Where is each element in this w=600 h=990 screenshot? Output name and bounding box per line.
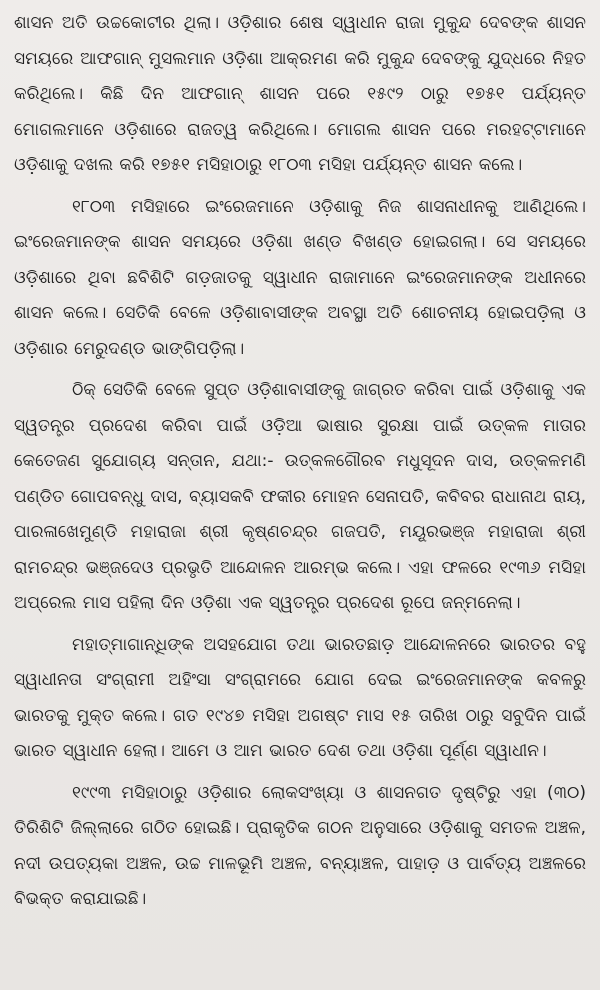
paragraph-independence: ମହାତ୍ମାଗାନ୍ଧିଙ୍କ ଅସହଯୋଗ ତଥା ଭାରତଛାଡ଼ ଆନ୍ଦୋଳନରେ ଭାରତର ବହୁ ସ୍ୱାଧୀନତା ସଂଗ୍ରାମୀ ଅହିଂସା ସଂଗ୍ରାମରେ ଯୋଗ ଦେଇ ଇଂରେଜମାନଙ୍କ କବଳରୁ ଭାରତକୁ ମୁକ୍ତ କଲେ। ଗତ ୧୯୪୭ ମସିହା ଅଗଷ୍ଟ ମାସ ୧୫ ତାରିଖ ଠାରୁ ସବୁଦିନ ପାଇଁ ଭାରତ ସ୍ୱାଧୀନ ହେଲା। ଆମେ ଓ ଆମ ଭାରତ ଦେଶ ତଥା ଓଡ଼ିଶା ପୂର୍ଣ୍ଣ ସ୍ୱାଧୀନ। bbox=[14, 634, 586, 761]
paragraph-british-rule: ୧୮୦୩ ମସିହାରେ ଇଂରେଜମାନେ ଓଡ଼ିଶାକୁ ନିଜ ଶାସନାଧୀନକୁ ଆଣିଥିଲେ। ଇଂରେଜମାନଙ୍କ ଶାସନ ସମୟରେ ଓଡ଼ିଶା ଖଣ୍ଡ ବିଖଣ୍ଡ ହୋଇଗଲା। ସେ ସମୟରେ ଓଡ଼ିଶାରେ ଥିବା ଛବିଶିଟି ଗଡ଼ଜାତକୁ ସ୍ୱାଧୀନ ରାଜାମାନେ ଇଂରେଜମାନଙ୍କ ଅଧୀନରେ ଶାସନ କଲେ। ସେତିକି ବେଳେ ଓଡ଼ିଶାବାସୀଙ୍କ ଅବସ୍ଥା ଅତି ଶୋଚନୀୟ ହୋଇପଡ଼ିଲା ଓ ଓଡ଼ିଶାର ମେରୁଦଣ୍ଡ ଭାଙ୍ଗିପଡ଼ିଲା। bbox=[14, 196, 586, 359]
paragraph-districts: ୧୯୯୩ ମସିହାଠାରୁ ଓଡ଼ିଶାର ଲୋକସଂଖ୍ୟା ଓ ଶାସନଗତ ଦୃଷ୍ଟିରୁ ଏହା (୩୦) ତିରିଶିଟି ଜିଲ୍ଲାରେ ଗଠିତ ହୋଇଛି। ପ୍ରାକୃତିକ ଗଠନ ଅନୁସାରେ ଓଡ଼ିଶାକୁ ସମତଳ ଅଞ୍ଚଳ, ନଦୀ ଉପତ୍ୟକା ଅଞ୍ଚଳ, ଉଚ୍ଚ ମାଳଭୂମି ଅଞ୍ଚଳ, ବନ୍ୟାଞ୍ଚଳ, ପାହାଡ଼ ଓ ପାର୍ବତ୍ୟ ଅଞ୍ଚଳରେ ବିଭକ୍ତ କରାଯାଇଛି। bbox=[14, 782, 586, 909]
paragraph-province-movement: ଠିକ୍ ସେତିକି ବେଳେ ସୁପ୍ତ ଓଡ଼ିଶାବାସୀଙ୍କୁ ଜାଗ୍ରତ କରିବା ପାଇଁ ଓଡ଼ିଶାକୁ ଏକ ସ୍ୱତନ୍ତ୍ର ପ୍ରଦେଶ କରିବା ପାଇଁ ଓଡ଼ିଆ ଭାଷାର ସୁରକ୍ଷା ପାଇଁ ଉତ୍କଳ ମାତାର କେତେଜଣ ସୁଯୋଗ୍ୟ ସନ୍ତାନ, ଯଥା:- ଉତ୍କଳଗୌରବ ମଧୁସୂଦନ ଦାସ, ଉତ୍କଳମଣି ପଣ୍ଡିତ ଗୋପବନ୍ଧୁ ଦାସ, ବ୍ୟାସକବି ଫକୀର ମୋହନ ସେନାପତି, କବିବର ରାଧାନାଥ ରାୟ, ପାରଳାଖେମୁଣ୍ଡି ମହାରାଜା ଶ୍ରୀ କୃଷ୍ଣଚନ୍ଦ୍ର ଗଜପତି, ମୟୂରଭଞ୍ଜ ମହାରାଜା ଶ୍ରୀ ରାମଚନ୍ଦ୍ର ଭଞ୍ଜଦେଓ ପ୍ରଭୃତି ଆନ୍ଦୋଳନ ଆରମ୍ଭ କଲେ। ଏହା ଫଳରେ ୧୯୩୬ ମସିହା ଅପ୍ରେଲ ମାସ ପହିଲା ଦିନ ଓଡ଼ିଶା ଏକ ସ୍ୱତନ୍ତ୍ର ପ୍ରଦେଶ ରୂପେ ଜନ୍ମନେଲା। bbox=[14, 380, 586, 613]
paragraph-rule-history: ଶାସନ ଅତି ଉଚ୍ଚକୋଟୀର ଥିଲା। ଓଡ଼ିଶାର ଶେଷ ସ୍ୱାଧୀନ ରାଜା ମୁକୁନ୍ଦ ଦେବଙ୍କ ଶାସନ ସମୟରେ ଆଫଗାନ୍ ମୁସଲମାନ ଓଡ଼ିଶା ଆକ୍ରମଣ କରି ମୁକୁନ୍ଦ ଦେବଙ୍କୁ ଯୁଦ୍ଧରେ ନିହତ କରିଥିଲେ। କିଛି ଦିନ ଆଫଗାନ୍ ଶାସନ ପରେ ୧୫୯୨ ଠାରୁ ୧୭୫୧ ପର୍ଯ୍ୟନ୍ତ ମୋଗଲମାନେ ଓଡ଼ିଶାରେ ରାଜତ୍ୱ କରିଥିଲେ। ମୋଗଲ ଶାସନ ପରେ ମରହଟ୍ଟାମାନେ ଓଡ଼ିଶାକୁ ଦଖଲ କରି ୧୭୫୧ ମସିହାଠାରୁ ୧୮୦୩ ମସିହା ପର୍ଯ୍ୟନ୍ତ ଶାସନ କଲେ। bbox=[14, 13, 586, 175]
